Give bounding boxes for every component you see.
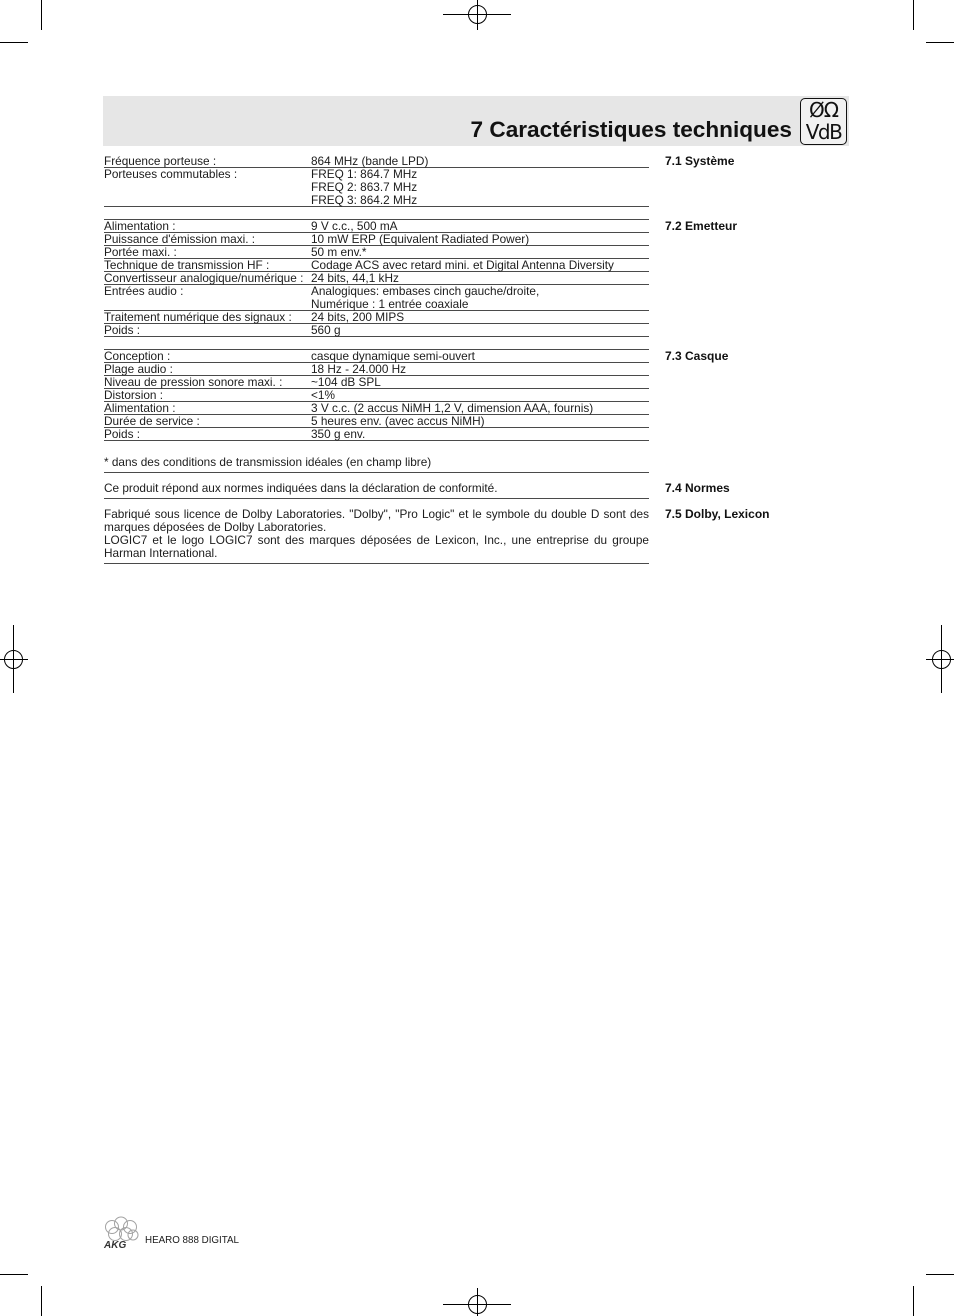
spec-value-line: 864 MHz (bande LPD)	[311, 154, 429, 168]
spec-label: Entrées audio :	[104, 284, 184, 298]
akg-logo-text: AKG	[104, 1240, 127, 1250]
spec-label: Distorsion :	[104, 388, 164, 402]
spec-value	[311, 376, 649, 389]
page-title: 7 Caractéristiques techniques	[470, 117, 792, 142]
spec-value-line: 560 g	[311, 323, 341, 337]
spec-row	[104, 428, 649, 441]
section-label-dolby: 7.5 Dolby, Lexicon	[665, 507, 770, 521]
dolby-block	[104, 508, 649, 564]
spec-label: Poids :	[104, 323, 141, 337]
spec-row	[104, 324, 649, 337]
dolby-paragraph: Fabriqué sous licence de Dolby Laboratories. "Dolby", "Pro Logic" et le symbole du double D sont des marques déposées de Dolby Laboratories.	[104, 507, 649, 534]
spec-row	[104, 285, 649, 311]
spec-label: Alimentation :	[104, 401, 176, 415]
spec-label: Fréquence porteuse :	[104, 154, 217, 168]
registration-mark-top	[443, 0, 511, 30]
spec-value-line: 5 heures env. (avec accus NiMH)	[311, 414, 485, 428]
spec-label: Plage audio :	[104, 362, 173, 376]
spec-row	[104, 415, 649, 428]
spec-label: Conception :	[104, 349, 171, 363]
spec-label: Portée maxi. :	[104, 245, 177, 259]
spec-row	[104, 311, 649, 324]
vdb-logo-top: ØΩ	[808, 98, 839, 122]
spec-value-line: <1%	[311, 388, 335, 402]
spec-row	[104, 376, 649, 389]
spec-label: Porteuses commutables :	[104, 167, 238, 181]
spec-value-line: 10 mW ERP (Equivalent Radiated Power)	[311, 232, 530, 246]
spec-label: Technique de transmission HF :	[104, 258, 270, 272]
spec-value-line: 3 V c.c. (2 accus NiMH 1,2 V, dimension AAA, fournis)	[311, 401, 594, 415]
spec-row	[104, 233, 649, 246]
spec-value-line: casque dynamique semi-ouvert	[311, 349, 475, 363]
registration-mark-right	[926, 625, 954, 693]
spec-value	[311, 428, 649, 441]
akg-logo	[102, 1216, 140, 1250]
spec-label: Alimentation :	[104, 219, 176, 233]
spec-value-line: FREQ 2: 863.7 MHz	[311, 180, 418, 194]
spec-value-line: 24 bits, 44,1 kHz	[311, 271, 399, 285]
registration-mark-bottom	[443, 1288, 511, 1316]
spec-value-line: 18 Hz - 24.000 Hz	[311, 362, 407, 376]
spec-value	[311, 324, 649, 337]
spec-value	[311, 285, 649, 311]
spec-value-line: 50 m env.*	[311, 245, 367, 259]
spec-value-line: Analogiques: embases cinch gauche/droite,	[311, 284, 540, 298]
spec-value	[311, 168, 649, 207]
spec-label: Puissance d'émission maxi. :	[104, 232, 256, 246]
spec-value-line: 9 V c.c., 500 mA	[311, 219, 398, 233]
lexicon-paragraph: LOGIC7 et le logo LOGIC7 sont des marques déposées de Lexicon, Inc., une entreprise du groupe Harman International.	[104, 533, 649, 560]
spec-label: Niveau de pression sonore maxi. :	[104, 375, 283, 389]
vdb-logo-icon	[800, 98, 847, 145]
section-label-normes: 7.4 Normes	[665, 481, 730, 495]
spec-value-line: FREQ 1: 864.7 MHz	[311, 167, 418, 181]
footer-product-name: HEARO 888 DIGITAL	[145, 1235, 240, 1246]
vdb-logo-bottom: VdB	[805, 120, 842, 144]
spec-value-line: Numérique : 1 entrée coaxiale	[311, 297, 469, 311]
section-label-systeme: 7.1 Système	[665, 154, 735, 168]
spec-value-line: Codage ACS avec retard mini. et Digital Antenna Diversity	[311, 258, 614, 272]
spec-label: Traitement numérique des signaux :	[104, 310, 292, 324]
section-label-casque: 7.3 Casque	[665, 349, 729, 363]
spec-value-line: 24 bits, 200 MIPS	[311, 310, 405, 324]
spec-label: Durée de service :	[104, 414, 200, 428]
spec-value	[311, 311, 649, 324]
spec-value-line: 350 g env.	[311, 427, 366, 441]
normes-text: Ce produit répond aux normes indiquées dans la déclaration de conformité.	[104, 482, 649, 499]
spec-label: Convertisseur analogique/numérique :	[104, 271, 304, 285]
registration-mark-left	[0, 625, 28, 693]
spec-row	[104, 168, 649, 207]
spec-value-line: ~104 dB SPL	[311, 375, 381, 389]
section-label-emetteur: 7.2 Emetteur	[665, 219, 738, 233]
spec-table	[104, 155, 649, 441]
footnote: * dans des conditions de transmission idéales (en champ libre)	[104, 456, 649, 473]
spec-label: Poids :	[104, 427, 141, 441]
spec-value-line: FREQ 3: 864.2 MHz	[311, 193, 418, 207]
